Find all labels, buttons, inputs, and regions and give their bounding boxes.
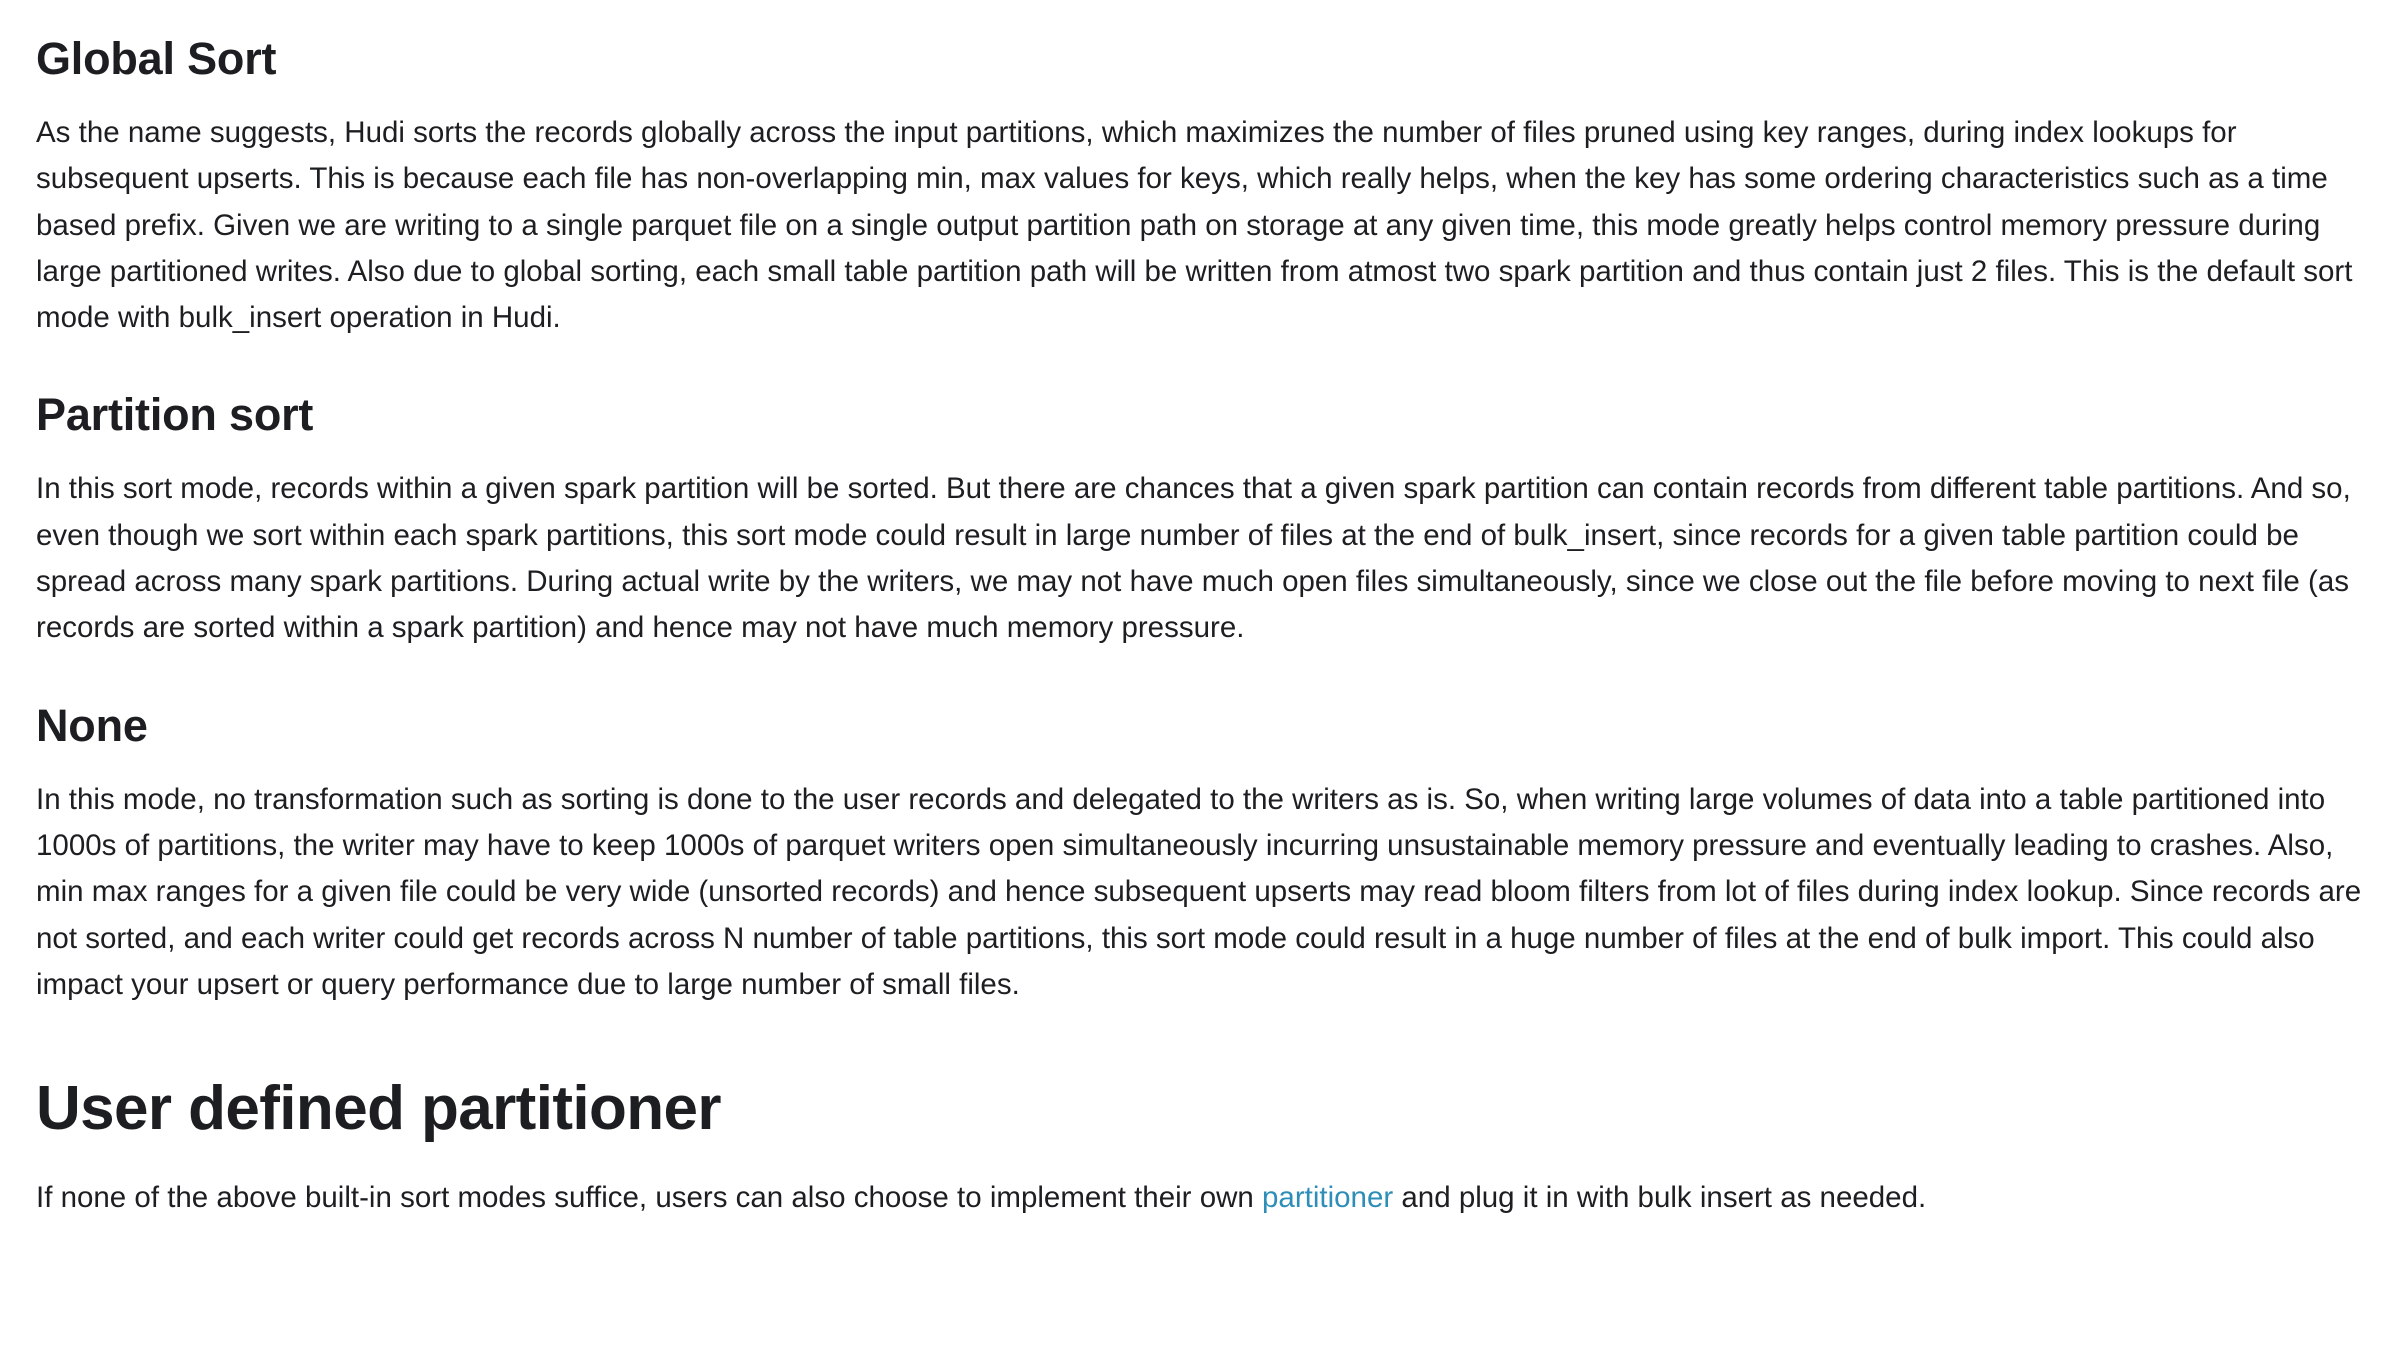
- global-sort-heading: Global Sort: [36, 33, 277, 84]
- none-paragraph: In this mode, no transformation such as sorting is done to the user records and delegated to the writers as is. So, when writing large volumes of data into a table partitioned into 1000s of partitions, the writer may have to keep 1000s of parquet writers open simultaneously incurring unsustainable memory pressure and eventually leading to crashes. Also, min max ranges for a given file could be very wide (unsorted records) and hence subsequent upserts may read bloom filters from lot of files during index lookup. Since records are not sorted, and each writer could get records across N number of table partitions, this sort mode could result in a huge number of files at the end of bulk import. This could also impact your upsert or query performance due to large number of small files.: [36, 782, 2362, 1001]
- partitioner-link[interactable]: partitioner: [1262, 1181, 1394, 1215]
- partition-sort-paragraph: In this sort mode, records within a given spark partition will be sorted. But there are chances that a given spark partition can contain records from different table partitions. And so, even though we sort within each spark partitions, this sort mode could result in large number of files at the end of bulk_insert, since records for a given table partition could be spread across many spark partitions. During actual write by the writers, we may not have much open files simultaneously, since we close out the file before moving to next file (as records are sorted within a spark partition) and hence may not have much memory pressure.: [36, 472, 2351, 645]
- none-heading: None: [36, 699, 148, 751]
- content-column: [36, 0, 2376, 1221]
- user-defined-partitioner-paragraph: [36, 1175, 2376, 1221]
- paragraph-text-before-link: If none of the above built-in sort modes suffice, users can also choose to implement their own: [36, 1181, 1263, 1215]
- paragraph-text-after-link: and plug it in with bulk insert as needed.: [1393, 1181, 1927, 1215]
- user-defined-partitioner-heading: User defined partitioner: [36, 1074, 721, 1144]
- partition-sort-heading: Partition sort: [36, 389, 314, 441]
- global-sort-paragraph: As the name suggests, Hudi sorts the records globally across the input partitions, which maximizes the number of files pruned using key ranges, during index lookups for subsequent upserts. This is because each file has non-overlapping min, max values for keys, which really helps, when the key has some ordering characteristics such as a time based prefix. Given we are writing to a single parquet file on a single output partition path on storage at any given time, this mode greatly helps control memory pressure during large partitioned writes. Also due to global sorting, each small table partition path will be written from atmost two spark partition and thus contain just 2 files. This is the default sort mode with bulk_insert operation in Hudi.: [36, 116, 2353, 335]
